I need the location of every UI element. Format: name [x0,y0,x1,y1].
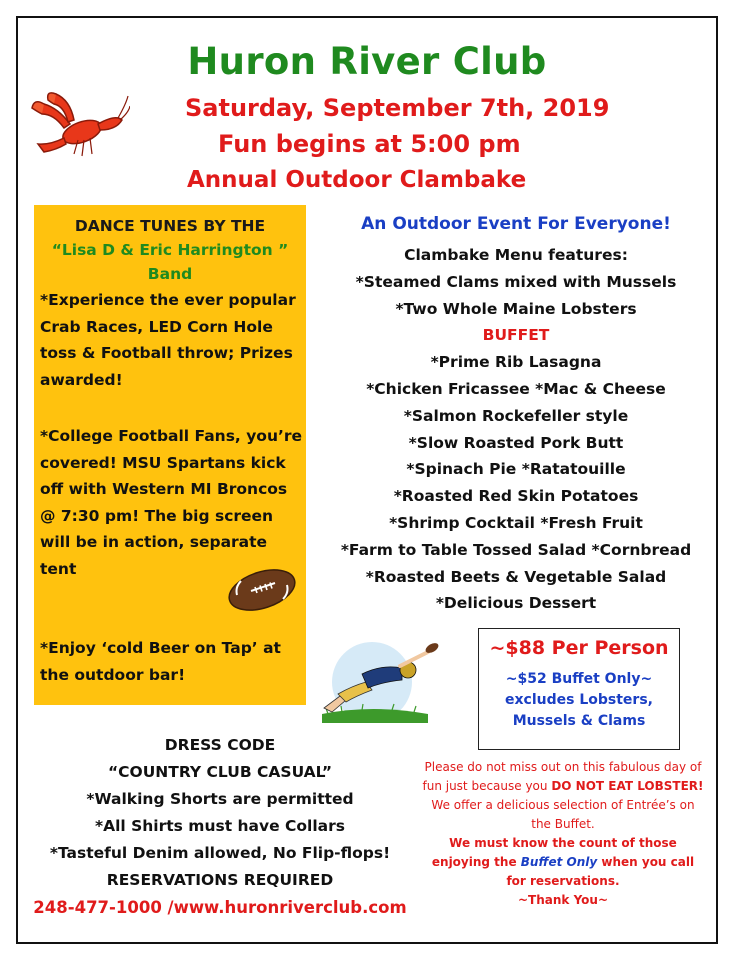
dress-code-line: *Walking Shorts are permitted [86,790,354,808]
beer-on-tap-text: *Enjoy ‘cold Beer on Tap’ at the outdoor bar! [40,639,281,684]
notice-buffet-only: Buffet Only [520,855,598,869]
price-buffet-only [479,669,679,732]
dance-tunes-heading: DANCE TUNES BY THE [74,217,266,235]
menu-item: *Farm to Table Tossed Salad *Cornbread [340,540,692,559]
band-label: Band [147,265,193,283]
entertainment-panel [34,205,306,705]
dress-code-line: *Tasteful Denim allowed, No Flip-flops! [49,844,391,862]
notice-text: Please do not miss out on this fabulous day of fun just because you [422,760,702,793]
notice-count-text: when you call for reservations. [506,855,695,888]
menu-item: *Delicious Dessert [435,594,597,613]
dress-code-section [20,732,420,921]
crab-races-text: *Experience the ever popular Crab Races, LED Corn Hole toss & Football throw; Prizes awarded! [40,291,296,389]
menu-item: *Salmon Rockefeller style [403,406,629,425]
club-title: Huron River Club [187,40,547,83]
band-name: “Lisa D & Eric Harrington ” [51,241,289,259]
notice-no-lobster: DO NOT EAT LOBSTER! [551,779,704,793]
football-player-icon [302,628,442,723]
football-icon [225,565,300,615]
buffet-notice [422,758,704,910]
buffet-price: ~$52 Buffet Only~ [505,671,653,687]
menu-item: *Roasted Red Skin Potatoes [393,487,639,506]
event-name: Annual Outdoor Clambake [187,167,527,193]
clambake-menu [306,242,726,617]
dress-code-line: “COUNTRY CLUB CASUAL” [107,763,333,781]
menu-item: Clambake Menu features: [404,246,628,264]
menu-item: *Roasted Beets & Vegetable Salad [365,567,667,586]
menu-item: *Prime Rib Lasagna [430,353,602,372]
buffet-excludes-line1: excludes Lobsters, [505,692,653,708]
buffet-heading: BUFFET [482,326,550,345]
lobster-icon [30,90,130,170]
event-time: Fun begins at 5:00 pm [218,130,521,158]
football-fans-text: *College Football Fans, you’re covered! MSU Spartans kick off with Western MI Broncos @ 7:30 pm! The big screen will be in action, separate tent [40,427,303,578]
notice-thank-you: ~Thank You~ [517,893,608,907]
pricing-box [478,628,680,750]
event-date: Saturday, September 7th, 2019 [185,94,610,122]
reservations-required: RESERVATIONS REQUIRED [106,871,334,889]
buffet-excludes-line2: Mussels & Clams [512,713,646,729]
menu-item: *Two Whole Maine Lobsters [395,299,637,318]
notice-text: We offer a delicious selection of Entrée’s on the Buffet. [431,798,695,831]
price-per-person: ~$88 Per Person [489,637,669,659]
dress-code-line: *All Shirts must have Collars [94,817,345,835]
menu-item: *Slow Roasted Pork Butt [408,433,624,452]
menu-item: *Chicken Fricassee *Mac & Cheese [366,379,666,398]
outdoor-event-heading: An Outdoor Event For Everyone! [361,214,671,234]
notice-count-text: We must know the count of those enjoying the [431,836,677,869]
menu-item: *Spinach Pie *Ratatouille [406,460,626,479]
menu-item: *Shrimp Cocktail *Fresh Fruit [389,513,643,532]
contact-info: 248-477-1000 /www.huronriverclub.com [33,898,407,917]
menu-item: *Steamed Clams mixed with Mussels [355,272,677,291]
dress-code-heading: DRESS CODE [164,736,276,754]
